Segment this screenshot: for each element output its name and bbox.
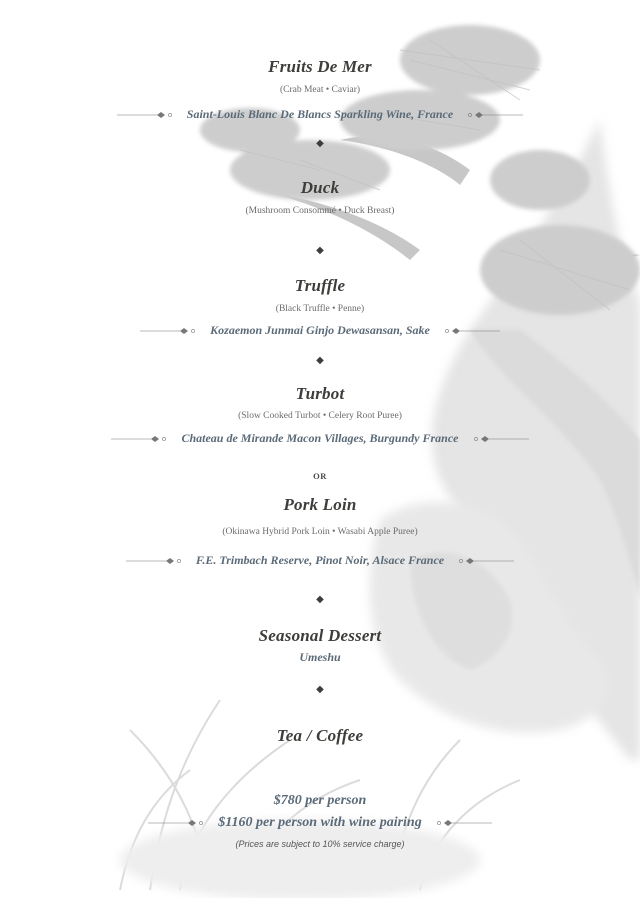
right-ornament-icon [463,110,523,120]
right-ornament-icon [469,434,529,444]
section-divider-icon: ◆ [316,245,324,256]
right-ornament-icon [454,556,514,566]
price-wine-row [0,815,640,831]
course-description: (Okinawa Hybrid Pork Loin • Wasabi Apple Puree) [222,527,418,537]
right-ornament-icon [440,326,500,336]
course-title: Truffle [294,276,346,295]
left-ornament-icon [117,110,177,120]
or-separator: OR [313,471,327,481]
wine-name: F.E. Trimbach Reserve, Pinot Noir, Alsace France [195,553,445,567]
course-title: Fruits De Mer [268,57,372,76]
wine-name: Chateau de Mirande Macon Villages, Burgundy France [181,431,459,445]
course-title: Tea / Coffee [276,726,364,745]
course-description: (Slow Cooked Turbot • Celery Root Puree) [238,411,402,421]
course-title: Seasonal Dessert [258,626,382,645]
section-divider-icon: ◆ [316,138,324,149]
right-ornament-icon [432,818,492,828]
wine-name: Saint-Louis Blanc De Blancs Sparkling Wine, France [186,107,454,121]
course-description: (Black Truffle • Penne) [275,304,365,314]
course-description: (Crab Meat • Caviar) [279,85,361,95]
left-ornament-icon [148,818,208,828]
price-with-wine: $1160 per person with wine pairing [218,815,422,830]
course-description: (Mushroom Consommé • Duck Breast) [245,206,395,216]
service-charge-note: (Prices are subject to 10% service charge) [235,839,405,849]
course-title: Duck [300,178,340,197]
left-ornament-icon [140,326,200,336]
section-divider-icon: ◆ [316,355,324,366]
wine-name: Kozaemon Junmai Ginjo Dewasansan, Sake [210,323,430,337]
section-divider-icon: ◆ [316,684,324,695]
left-ornament-icon [111,434,171,444]
wine-pairing-row [0,431,640,446]
dessert-pairing: Umeshu [299,650,341,664]
section-divider-icon: ◆ [316,594,324,605]
course-title: Pork Loin [283,495,357,514]
wine-pairing-row [0,107,640,122]
wine-pairing-row [0,553,640,568]
price-per-person: $780 per person [273,793,367,808]
left-ornament-icon [126,556,186,566]
course-title: Turbot [295,384,345,403]
wine-pairing-row [0,323,640,338]
